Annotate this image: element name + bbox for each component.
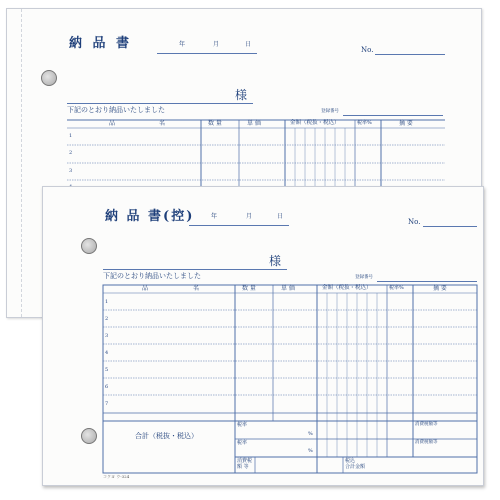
column-header-tax-rate: 税率% <box>389 285 404 291</box>
front-sheet <box>42 186 484 486</box>
column-header-unit-price: 単 価 <box>247 120 261 127</box>
row-number: 1 <box>105 299 109 305</box>
row-number: 7 <box>105 401 109 407</box>
row-number: 2 <box>105 316 109 322</box>
registration-label: 登録番号 <box>355 275 373 280</box>
date-day-label: 日 <box>277 213 284 220</box>
intro-text: 下記のとおり納品いたしました <box>103 272 201 280</box>
total-label: 合計（税抜・税込） <box>135 432 198 440</box>
column-header-quantity: 数 量 <box>242 285 256 292</box>
column-header-remarks: 摘 要 <box>399 120 413 127</box>
date-year-label: 年 <box>179 41 186 48</box>
registration-label: 登録番号 <box>321 109 339 114</box>
column-header-amount: 金額（税抜・税込） <box>322 285 372 291</box>
page-title: 納 品 書(控) <box>105 209 195 224</box>
row-number: 4 <box>105 350 109 356</box>
column-header-name: 名 <box>193 285 200 292</box>
column-header-unit-price: 単 価 <box>281 285 295 292</box>
number-label: No. <box>361 46 374 54</box>
page-title: 納 品 書 <box>69 36 133 51</box>
column-header-name: 名 <box>159 120 166 127</box>
column-header-item: 品 <box>142 285 149 292</box>
percent-sign: % <box>308 431 313 437</box>
row-number: 1 <box>69 133 73 139</box>
honorific: 様 <box>235 88 248 102</box>
tax-included-total-label: 税込 合計金額 <box>345 458 366 470</box>
date-month-label: 月 <box>213 41 220 48</box>
number-label: No. <box>408 218 421 226</box>
column-header-remarks: 摘 要 <box>433 285 447 292</box>
column-header-item: 品 <box>109 120 116 127</box>
date-month-label: 月 <box>246 213 253 220</box>
row-number: 2 <box>69 150 73 156</box>
product-code: コクヨ ウ-324 <box>103 474 130 479</box>
row-number: 3 <box>105 333 109 339</box>
column-header-quantity: 数 量 <box>208 120 222 127</box>
percent-sign: % <box>308 448 313 454</box>
consumption-tax-label: 消費税額等 <box>415 440 438 445</box>
row-number: 3 <box>69 168 73 174</box>
column-header-amount: 金額（税抜・税込） <box>290 120 340 126</box>
row-number: 5 <box>105 367 109 373</box>
row-number: 6 <box>105 384 109 390</box>
honorific: 様 <box>269 254 282 268</box>
consumption-tax-amount-label: 消費税 額 等 <box>237 458 253 470</box>
consumption-tax-label: 消費税額等 <box>415 422 438 427</box>
column-header-tax-rate: 税率% <box>357 120 372 126</box>
date-day-label: 日 <box>245 41 252 48</box>
tax-rate-label: 税率 <box>237 440 248 446</box>
intro-text: 下記のとおり納品いたしました <box>67 106 165 114</box>
tax-rate-label: 税率 <box>237 422 248 428</box>
date-year-label: 年 <box>211 213 218 220</box>
